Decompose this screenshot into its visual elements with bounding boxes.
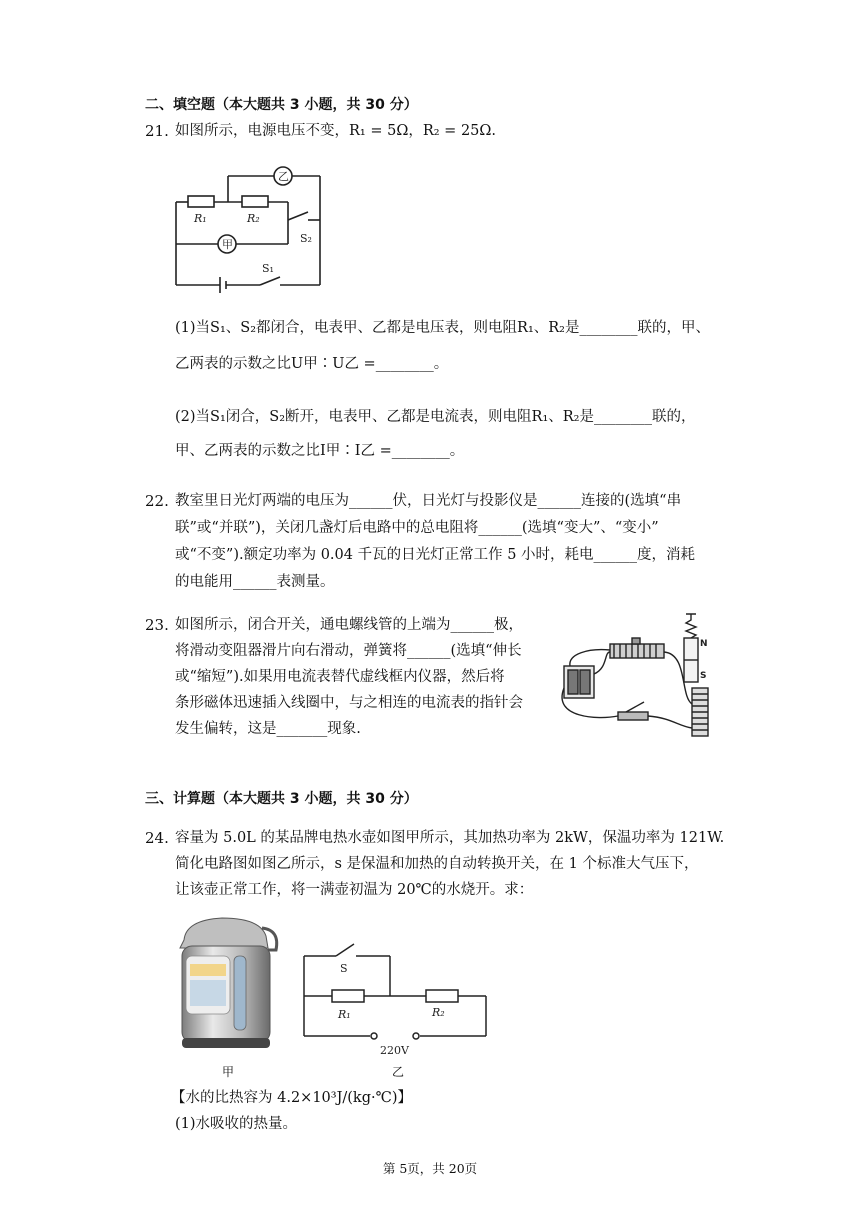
figure-caption-a: 甲 xyxy=(222,1065,235,1079)
question-24-line2: 简化电路图如图乙所示，s 是保温和加热的自动转换开关，在 1 个标准大气压下， xyxy=(175,856,699,872)
r1-label: R₁ xyxy=(194,212,207,225)
question-number-24: 24. xyxy=(145,829,169,847)
s2-label: S₂ xyxy=(300,232,312,245)
kettle-figure xyxy=(172,912,284,1060)
specific-heat-note: 【水的比热容为 4.2×10³J/(kg·℃)】 xyxy=(171,1090,412,1106)
section-title-fill-in: 二、填空题（本大题共 3 小题，共 30 分） xyxy=(145,97,418,113)
question-21-part2-line1: (2)当S₁闭合，S₂断开，电表甲、乙都是电流表，则电阻R₁、R₂是________联的， xyxy=(175,409,696,425)
page-footer: 第 5页，共 20页 xyxy=(382,1161,478,1176)
meter-a-label: 甲 xyxy=(222,238,233,251)
question-23-line3: 或“缩短”).如果用电流表替代虚线框内仪器，然后将 xyxy=(175,669,505,685)
electromagnet-figure-q23 xyxy=(548,608,718,743)
question-24-line3: 让该壶正常工作，将一满壶初温为 20℃的水烧开。求： xyxy=(175,882,534,898)
question-23-line1: 如图所示，闭合开关，通电螺线管的上端为______极， xyxy=(175,617,523,633)
question-24-line1: 容量为 5.0L 的某品牌电热水壶如图甲所示，其加热功率为 2kW，保温功率为 121W. xyxy=(175,830,725,846)
question-22-line1: 教室里日光灯两端的电压为______伏，日光灯与投影仪是______连接的(选填“串 xyxy=(175,493,682,509)
question-21-part2-line2: 甲、乙两表的示数之比I甲∶I乙 =________。 xyxy=(175,443,465,459)
kettle-circuit-diagram xyxy=(296,936,496,1058)
circuit-diagram-q21 xyxy=(170,160,330,295)
r2-label: R₂ xyxy=(247,212,260,225)
question-21-stem: 如图所示，电源电压不变，R₁ = 5Ω，R₂ = 25Ω. xyxy=(175,123,497,139)
question-24-part1: (1)水吸收的热量。 xyxy=(175,1116,298,1132)
figure-caption-b: 乙 xyxy=(392,1065,405,1079)
s1-label: S₁ xyxy=(262,262,274,275)
question-number-22: 22. xyxy=(145,492,169,510)
meter-b-label: 乙 xyxy=(278,170,289,183)
question-22-line4: 的电能用______表测量。 xyxy=(175,574,335,590)
question-23-line2: 将滑动变阻器滑片向右滑动，弹簧将______(选填“伸长 xyxy=(175,643,522,659)
question-22-line3: 或“不变”).额定功率为 0.04 千瓦的日光灯正常工作 5 小时，耗电______度，消耗 xyxy=(175,547,696,563)
question-23-line4: 条形磁体迅速插入线圈中，与之相连的电流表的指针会 xyxy=(175,695,523,711)
question-number-23: 23. xyxy=(145,616,169,634)
question-21-part1-line2: 乙两表的示数之比U甲∶U乙 =________。 xyxy=(175,356,449,372)
question-23-line5: 发生偏转，这是_______现象. xyxy=(175,721,361,737)
voltage-label: 220V xyxy=(380,1044,409,1057)
question-number-21: 21. xyxy=(145,122,169,140)
magnet-s-label: S xyxy=(700,671,707,681)
magnet-n-label: N xyxy=(700,639,708,649)
question-21-part1-line1: (1)当S₁、S₂都闭合，电表甲、乙都是电压表，则电阻R₁、R₂是________联的，甲、 xyxy=(175,320,710,336)
question-22-line2: 联”或“并联”)，关闭几盏灯后电路中的总电阻将______(选填“变大”、“变小” xyxy=(175,520,659,536)
r2-label-q24: R₂ xyxy=(432,1006,445,1019)
section-title-calculation: 三、计算题（本大题共 3 小题，共 30 分） xyxy=(145,791,418,807)
switch-s-label: S xyxy=(340,962,348,975)
r1-label-q24: R₁ xyxy=(338,1008,351,1021)
